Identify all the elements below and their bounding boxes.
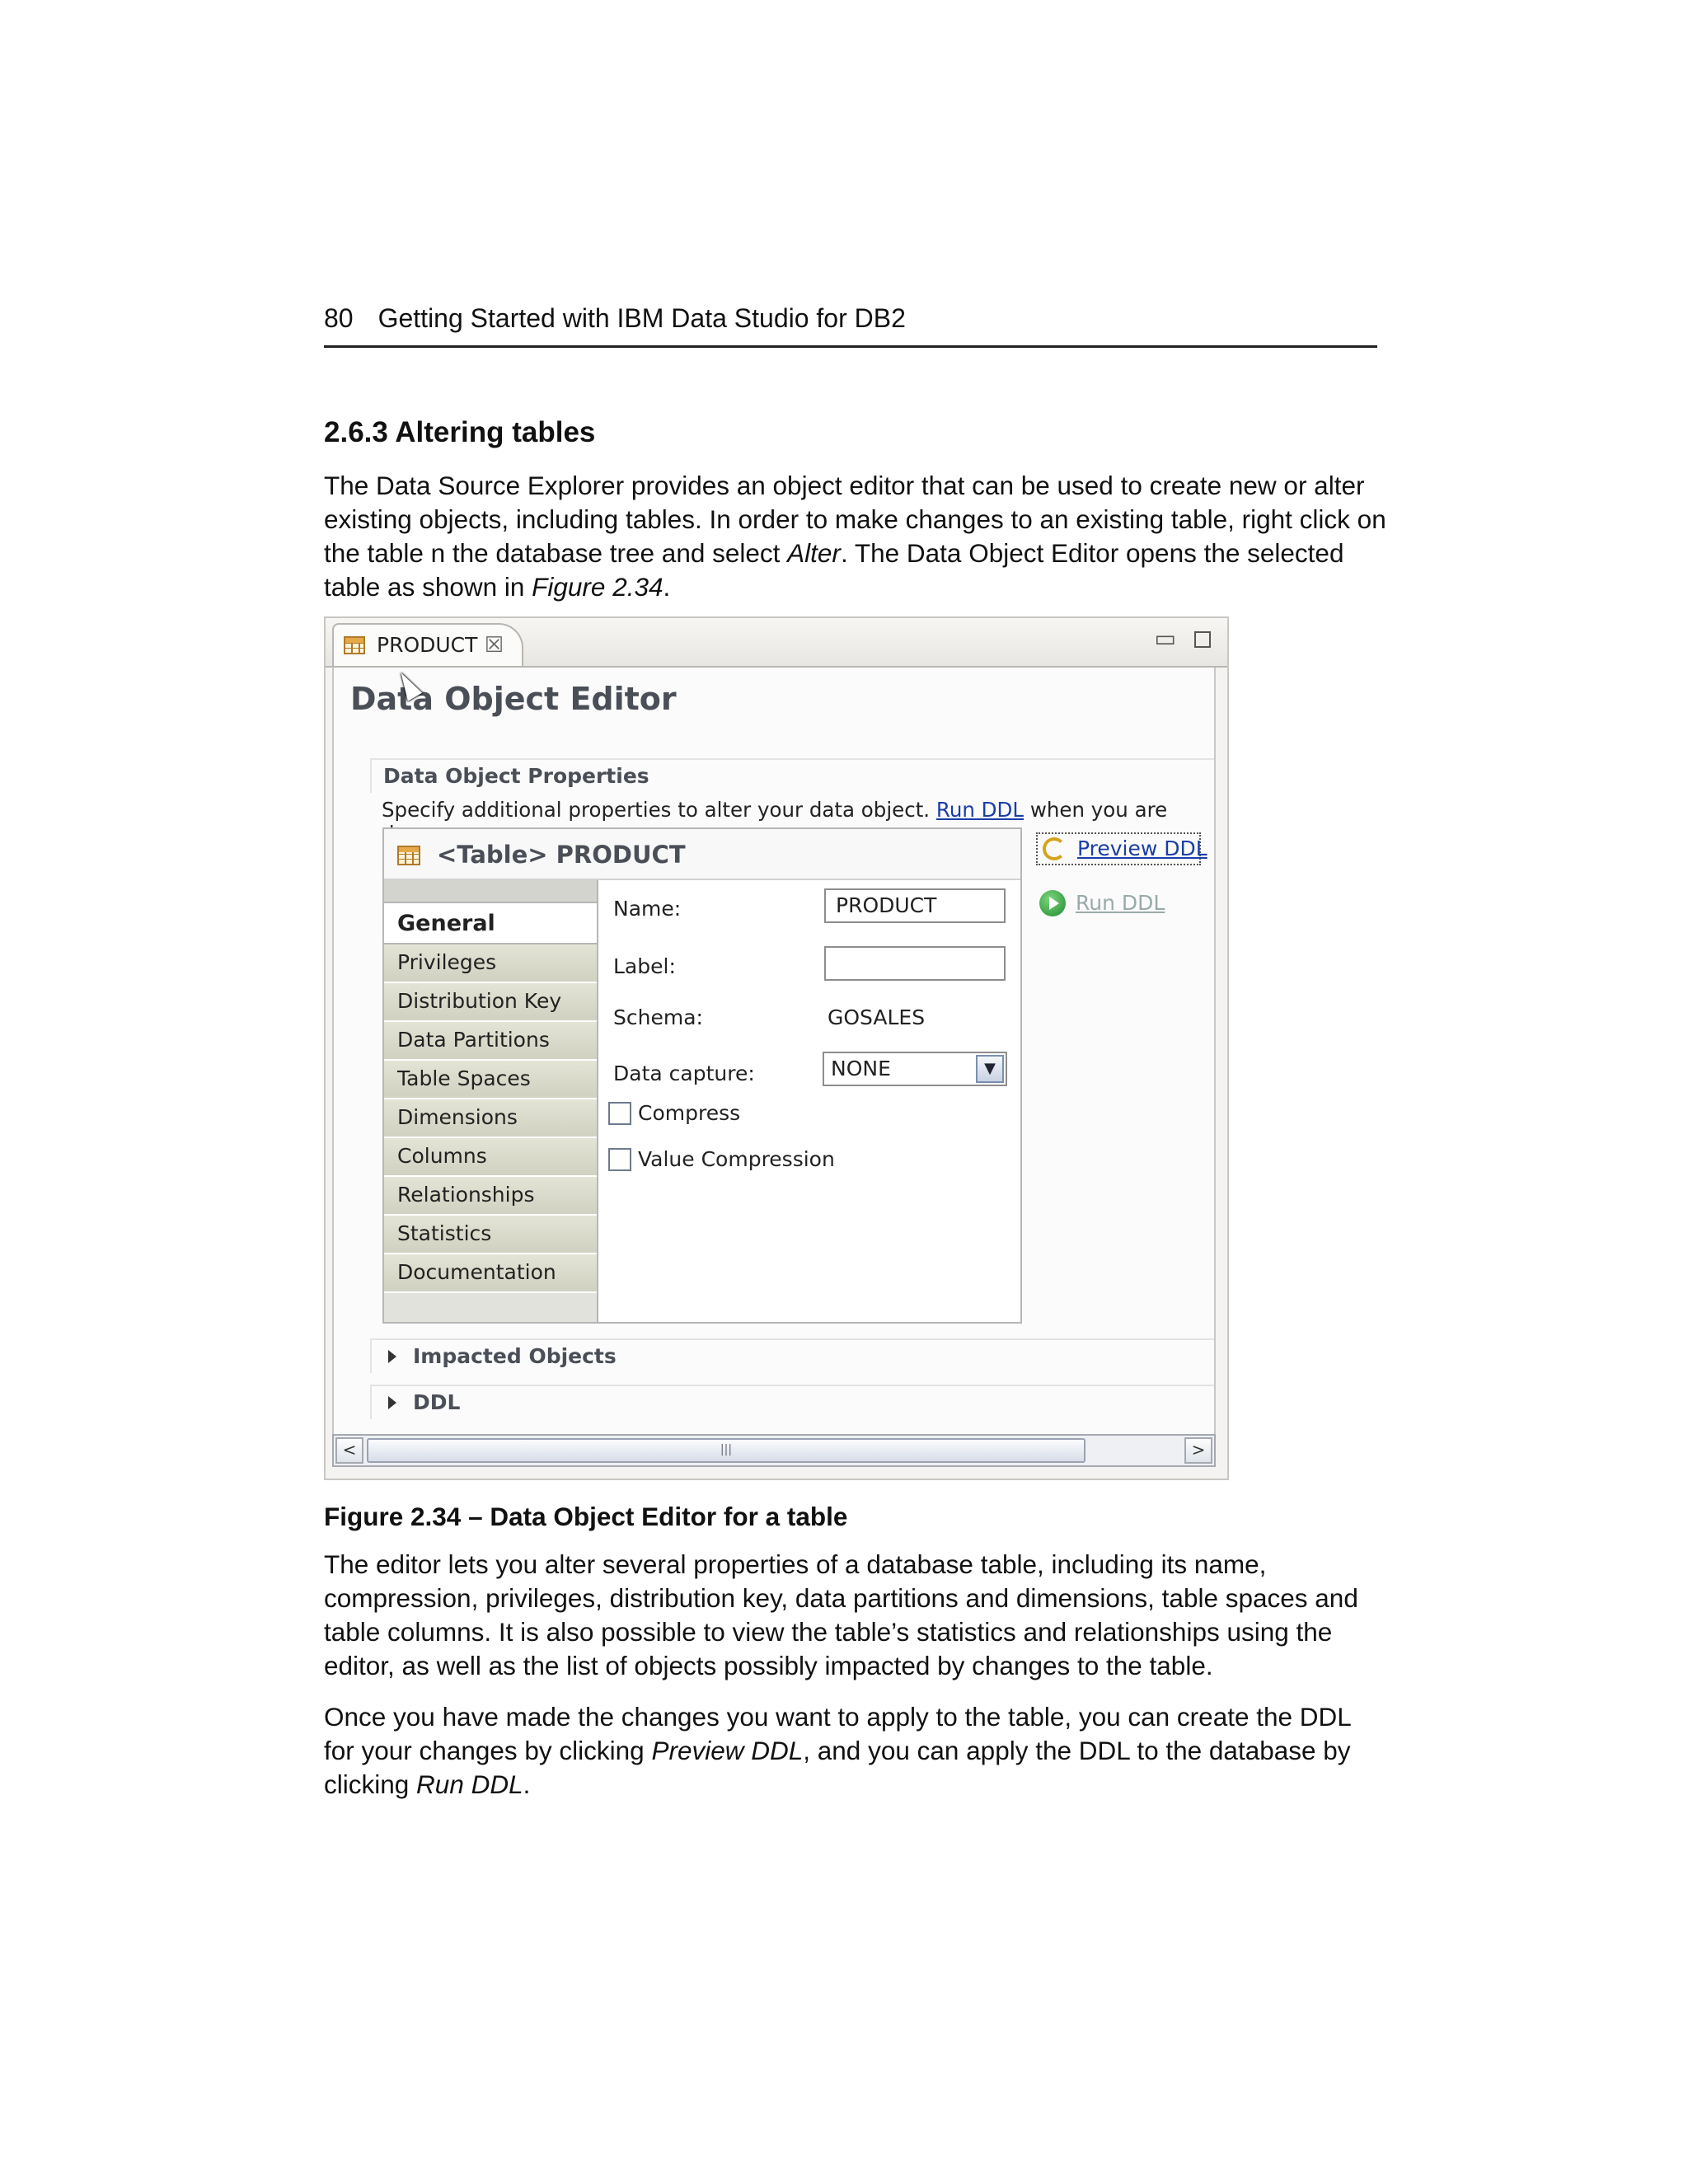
nav-item-dimensions[interactable]: Dimensions	[384, 1099, 597, 1138]
editor-title: Data Object Editor	[350, 681, 677, 717]
name-field[interactable]: PRODUCT	[824, 888, 1006, 923]
nav-item-columns[interactable]: Columns	[384, 1138, 597, 1177]
close-icon[interactable]: ☒	[484, 633, 504, 658]
ddl-text-1: Once you have made the changes you want to apply to the table, you can create the DDL for your changes by clicking	[324, 1702, 1351, 1765]
schema-label: Schema:	[613, 1005, 703, 1029]
properties-nav	[384, 880, 598, 1322]
label-label: Label:	[613, 954, 676, 978]
page-header	[324, 303, 1377, 348]
general-form	[597, 880, 1020, 1322]
label-field[interactable]	[824, 946, 1006, 981]
data-capture-value: NONE	[831, 1057, 891, 1080]
desc-text: Specify additional properties to alter your data object.	[382, 798, 936, 822]
ddl-text-2: , and you can apply the DDL to the database by clicking	[324, 1736, 1351, 1799]
intro-paragraph	[324, 469, 1387, 604]
tab-product[interactable]	[332, 623, 523, 666]
run-icon	[1039, 890, 1066, 916]
figure-caption: Figure 2.34 – Data Object Editor for a table	[324, 1502, 848, 1531]
ddl-label: DDL	[413, 1390, 461, 1414]
nav-item-statistics[interactable]: Statistics	[384, 1216, 597, 1254]
book-title: Getting Started with IBM Data Studio for DB2	[377, 303, 906, 333]
impacted-objects-label: Impacted Objects	[413, 1344, 617, 1368]
ddl-run-ref: Run DDL	[416, 1769, 523, 1799]
nav-item-privileges[interactable]: Privileges	[384, 944, 597, 983]
table-icon	[344, 636, 365, 654]
value-compression-checkbox[interactable]	[608, 1147, 835, 1171]
nav-spacer	[384, 880, 597, 903]
table-icon	[397, 846, 420, 865]
ddl-section[interactable]	[370, 1385, 1214, 1419]
scroll-left-icon[interactable]: <	[335, 1437, 363, 1464]
ddl-paragraph	[324, 1700, 1387, 1802]
value-compression-label: Value Compression	[638, 1147, 835, 1171]
ddl-text-3: .	[523, 1769, 531, 1799]
impacted-objects-section[interactable]	[370, 1338, 1214, 1373]
description-paragraph: The editor lets you alter several properties of a database table, including its name, compression, privileges, distribution key, data partitions and dimensions, table spaces and table columns. It is also possible to view the table’s statistics and relationships using the editor, as well as the list of objects possibly impacted by changes to the table.	[324, 1549, 1358, 1680]
intro-figure-ref: Figure 2.34	[532, 572, 663, 602]
expand-triangle-icon	[388, 1396, 396, 1409]
nav-item-documentation[interactable]: Documentation	[384, 1254, 597, 1293]
data-capture-select[interactable]	[823, 1052, 1007, 1086]
nav-item-distribution-key[interactable]: Distribution Key	[384, 983, 597, 1022]
compress-label: Compress	[638, 1101, 741, 1125]
section-title: 2.6.3 Altering tables	[324, 416, 596, 448]
run-ddl-link[interactable]: Run DDL	[935, 798, 1025, 822]
desc-text-end: when you are	[1029, 798, 1168, 822]
expand-triangle-icon	[388, 1350, 396, 1363]
value-compression-checkbox-box[interactable]	[608, 1148, 631, 1171]
tab-label: PRODUCT	[377, 633, 478, 657]
data-capture-label: Data capture:	[613, 1062, 755, 1085]
scroll-right-icon[interactable]: >	[1184, 1437, 1212, 1464]
nav-item-table-spaces[interactable]: Table Spaces	[384, 1061, 597, 1099]
run-ddl-button[interactable]	[1036, 888, 1165, 921]
nav-item-relationships[interactable]: Relationships	[384, 1177, 597, 1216]
intro-text-2: . The Data Object Editor opens the selected table as shown in	[324, 538, 1344, 602]
panel-title-text: <Table> PRODUCT	[437, 841, 686, 869]
nav-item-general[interactable]: General	[384, 903, 597, 944]
nav-item-data-partitions[interactable]: Data Partitions	[384, 1022, 597, 1061]
minimize-icon[interactable]: ▭	[1154, 625, 1176, 652]
intro-text-1: The Data Source Explorer provides an object editor that can be used to create new or alter existing objects, including tables. In order to make changes to an existing table, right click on the table n the database tree and select	[324, 471, 1386, 568]
editor-tab-bar	[326, 618, 1227, 668]
preview-ddl-label: Preview DDL	[1077, 837, 1207, 860]
compress-checkbox-box[interactable]	[608, 1102, 631, 1125]
horizontal-scrollbar[interactable]	[332, 1434, 1216, 1467]
schema-value: GOSALES	[828, 1005, 926, 1029]
panel-title	[384, 829, 1020, 880]
compress-checkbox[interactable]	[608, 1101, 740, 1125]
ddl-preview-ref: Preview DDL	[651, 1736, 804, 1765]
editor-screenshot	[324, 616, 1229, 1480]
run-ddl-label: Run DDL	[1076, 891, 1165, 915]
wrench-icon	[1043, 837, 1066, 860]
page-number: 80	[324, 303, 354, 333]
editor-body	[332, 668, 1216, 1437]
preview-ddl-button[interactable]	[1036, 832, 1207, 865]
maximize-icon[interactable]	[1194, 631, 1211, 648]
name-label: Name:	[613, 897, 682, 921]
data-object-properties-header: Data Object Properties	[370, 758, 1214, 793]
intro-text-3: .	[663, 572, 671, 602]
intro-alter: Alter	[787, 538, 841, 568]
scroll-thumb[interactable]: |||	[367, 1438, 1085, 1463]
table-properties-panel	[382, 827, 1022, 1324]
chevron-down-icon[interactable]: ▼	[976, 1055, 1004, 1083]
